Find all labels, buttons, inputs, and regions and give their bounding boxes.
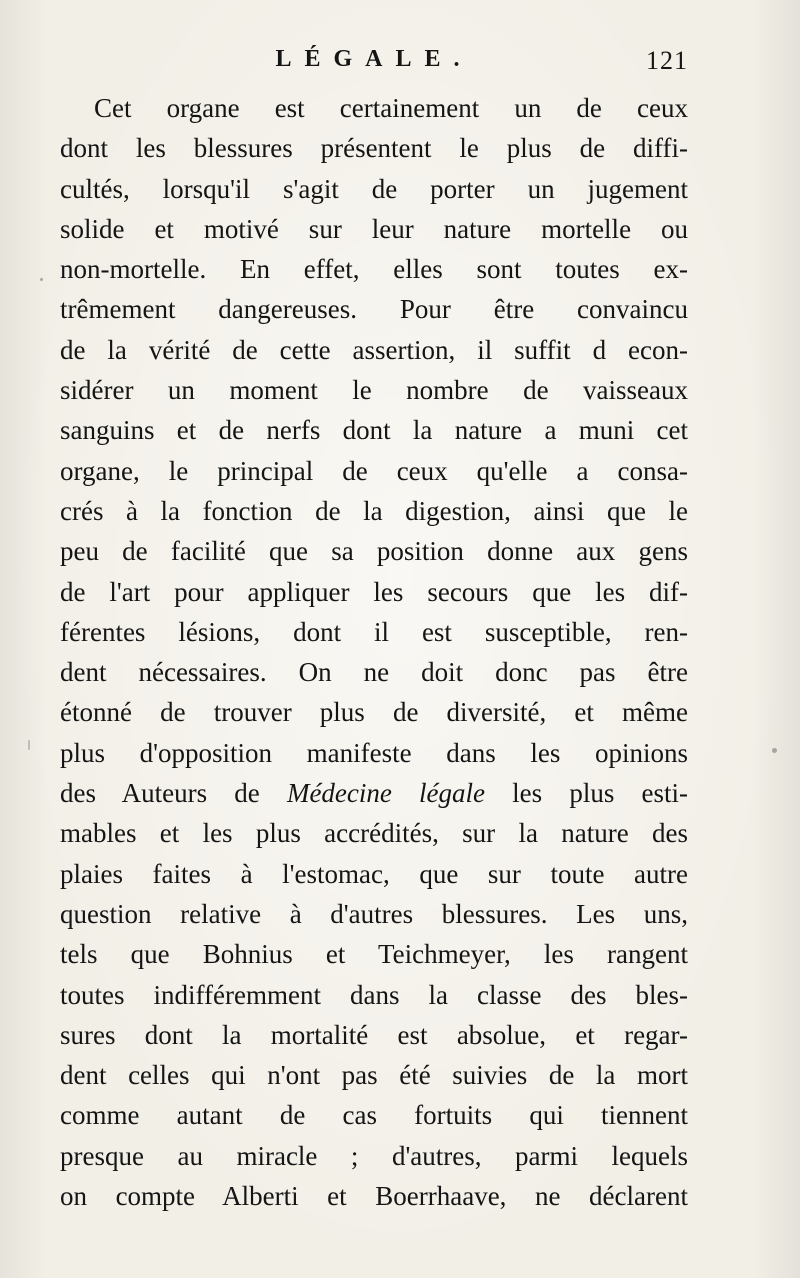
text-line: Cet organe est certainement un de ceux: [94, 93, 688, 123]
text-line: tels que Bohnius et Teichmeyer, les rangent: [60, 939, 688, 970]
text-line: étonné de trouver plus de diversité, et même: [60, 697, 688, 728]
page-number: 121: [646, 46, 688, 75]
text-line-with-italic: [60, 773, 688, 813]
text-line: toutes indifféremment dans la classe des bles-: [60, 979, 688, 1010]
italic-title: Médecine légale: [286, 778, 486, 809]
text-line: trêmement dangereuses. Pour être convaincu: [60, 294, 688, 325]
text-line: férentes lésions, dont il est susceptible, ren-: [60, 616, 688, 647]
text-line: mables et les plus accrédités, sur la nature des: [60, 818, 688, 849]
text-line: crés à la fonction de la digestion, ainsi que le: [60, 495, 688, 526]
running-title: LÉGALE.: [275, 46, 473, 72]
text-line: on compte Alberti et Boerrhaave, ne déclarent: [60, 1181, 688, 1212]
text-line: plaies faites à l'estomac, que sur toute autre: [60, 858, 688, 889]
text-line: cultés, lorsqu'il s'agit de porter un jugement: [60, 173, 688, 204]
text-line: sures dont la mortalité est absolue, et regar-: [60, 1019, 688, 1050]
text-line: sanguins et de nerfs dont la nature a muni cet: [60, 415, 688, 446]
body-text: [60, 88, 688, 1216]
text-line: sidérer un moment le nombre de vaisseaux: [60, 375, 688, 406]
text-segment: des Auteurs de: [60, 778, 287, 809]
text-line: non-mortelle. En effet, elles sont toutes ex-: [60, 254, 688, 285]
text-line: dont les blessures présentent le plus de diffi-: [60, 133, 688, 164]
paper-speck: [28, 740, 30, 750]
text-line: organe, le principal de ceux qu'elle a consa-: [60, 455, 688, 486]
text-line: plus d'opposition manifeste dans les opinions: [60, 737, 688, 768]
text-line: de l'art pour appliquer les secours que les dif-: [60, 576, 688, 607]
text-line: peu de facilité que sa position donne aux gens: [60, 536, 688, 567]
paper-speck: [40, 278, 43, 281]
text-line: dent celles qui n'ont pas été suivies de la mort: [60, 1060, 688, 1091]
text-line: question relative à d'autres blessures. Les uns,: [60, 898, 688, 929]
text-line: comme autant de cas fortuits qui tiennent: [60, 1100, 688, 1131]
text-segment: les plus esti-: [485, 778, 688, 809]
text-line: dent nécessaires. On ne doit donc pas être: [60, 657, 688, 688]
text-line: solide et motivé sur leur nature mortelle ou: [60, 213, 688, 244]
paper-speck: [772, 748, 777, 753]
running-head: [60, 46, 688, 80]
text-line: de la vérité de cette assertion, il suffit d econ-: [60, 334, 688, 365]
text-line: presque au miracle ; d'autres, parmi lequels: [60, 1140, 688, 1171]
